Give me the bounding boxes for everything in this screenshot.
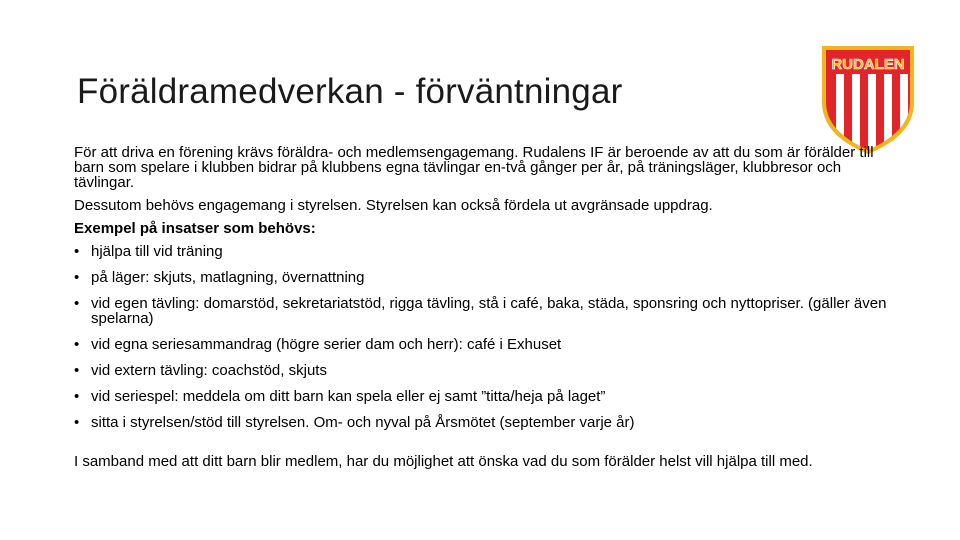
list-item: • vid extern tävling: coachstöd, skjuts <box>74 362 327 379</box>
rudalen-logo <box>818 44 918 154</box>
list-item: • sitta i styrelsen/stöd till styrelsen. Om- och nyval på Årsmötet (september varje år) <box>74 414 635 431</box>
bullet-icon: • <box>74 362 80 379</box>
list-item: • vid egen tävling: domarstöd, sekretariatstöd, rigga tävling, stå i café, baka, städa, sponsring och nyttopriser. (gäller även spelarna) <box>74 295 887 327</box>
list-item: • vid seriespel: meddela om ditt barn kan spela eller ej samt ”titta/heja på laget” <box>74 388 606 405</box>
closing-paragraph: I samband med att ditt barn blir medlem, har du möjlighet att önska vad du som förälder helst vill hjälpa till med. <box>74 453 813 470</box>
bullet-icon: • <box>74 295 80 312</box>
slide-body <box>74 145 894 469</box>
examples-heading: Exempel på insatser som behövs: <box>74 220 316 237</box>
list-item: • på läger: skjuts, matlagning, övernattning <box>74 269 365 286</box>
page-title: Föräldramedverkan - förväntningar <box>77 72 623 111</box>
bullet-icon: • <box>74 269 80 286</box>
list-item: • hjälpa till vid träning <box>74 243 223 260</box>
list-item: • vid egna seriesammandrag (högre serier dam och herr): café i Exhuset <box>74 336 562 353</box>
board-paragraph: Dessutom behövs engagemang i styrelsen. Styrelsen kan också fördela ut avgränsade uppdrag. <box>74 197 713 214</box>
logo-text: RUDALEN <box>831 56 905 73</box>
examples-list <box>74 244 894 430</box>
bullet-icon: • <box>74 243 80 260</box>
bullet-icon: • <box>74 388 80 405</box>
intro-paragraph: För att driva en förening krävs föräldra- och medlemsengagemang. Rudalens IF är beroende av att du som är förälder till barn som spelare i klubben bidrar på klubbens egna tävlingar en-två gånger per år, på träningsläger, klubbresor och tävlingar. <box>74 144 874 191</box>
bullet-icon: • <box>74 336 80 353</box>
bullet-icon: • <box>74 414 80 431</box>
